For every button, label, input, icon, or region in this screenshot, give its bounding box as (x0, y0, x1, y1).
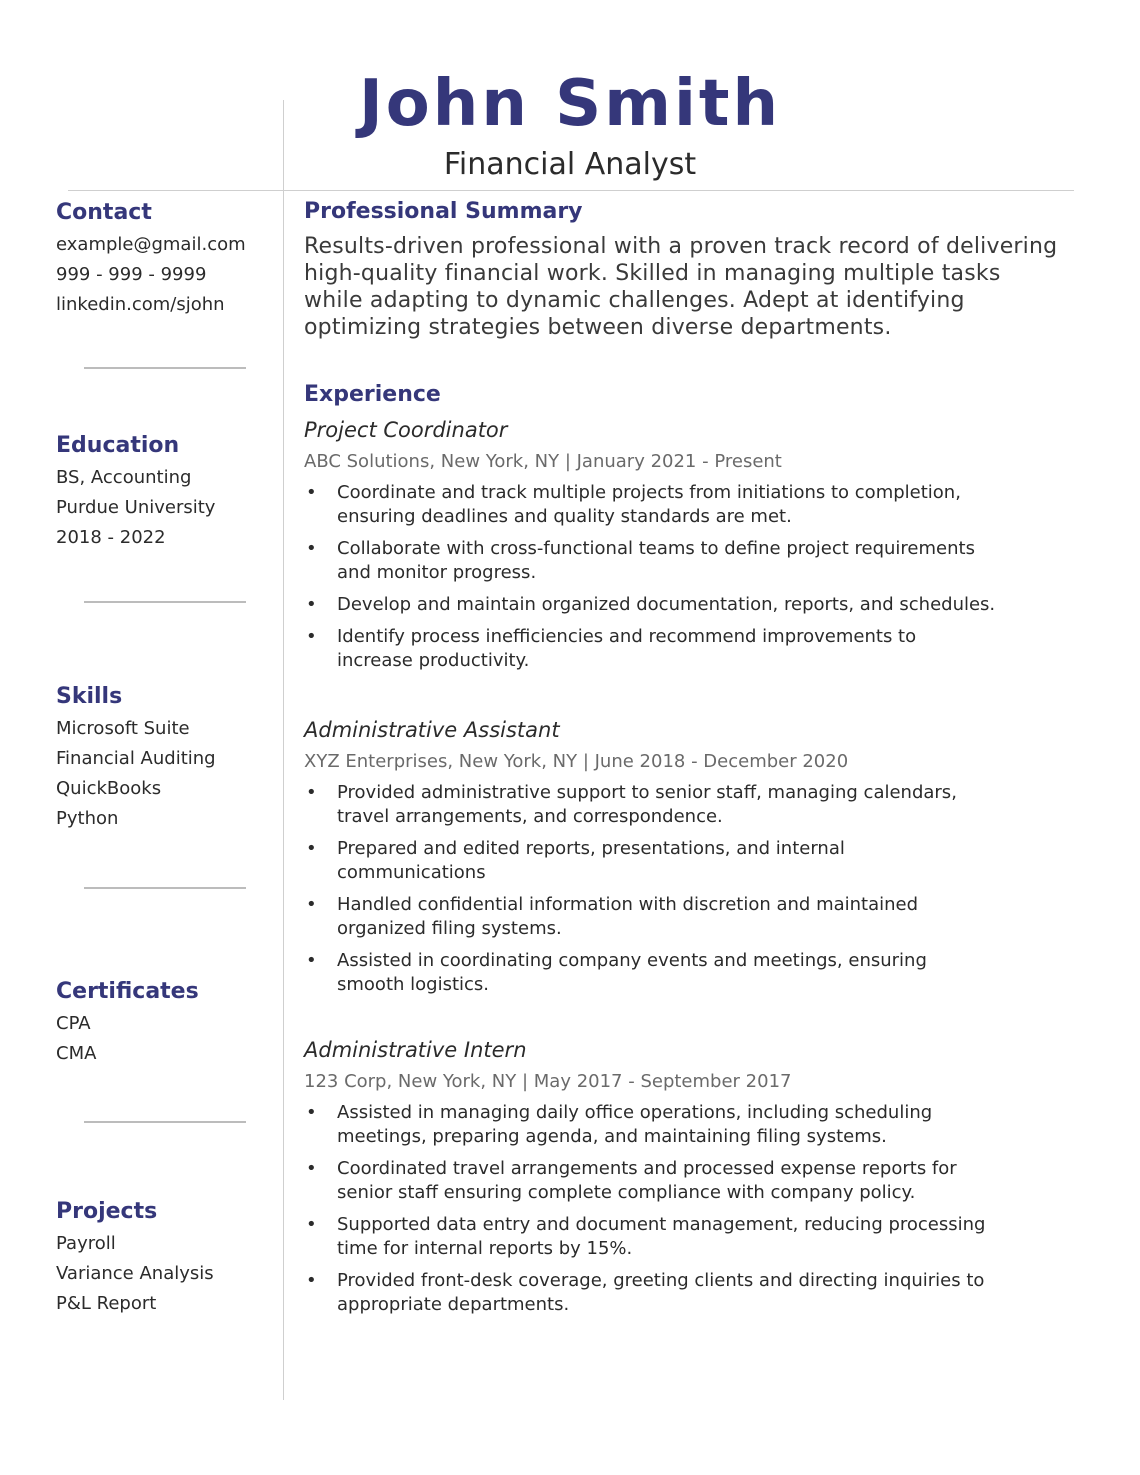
contact-heading: Contact (56, 200, 152, 225)
skill-item: Financial Auditing (56, 748, 216, 769)
job-title: Administrative Assistant (304, 718, 560, 742)
list-item: • Provided administrative support to senior staff, managing calendars, travel arrangements, and correspondence. (306, 782, 957, 827)
experience-heading: Experience (304, 382, 441, 407)
projects-heading: Projects (56, 1199, 158, 1224)
summary-line: high-quality financial work. Skilled in managing multiple tasks (304, 261, 1001, 286)
contact-email: example@gmail.com (56, 234, 246, 255)
summary-line: while adapting to dynamic challenges. Adept at identifying (304, 288, 965, 313)
sidebar-divider (84, 601, 246, 603)
certificate-item: CMA (56, 1043, 97, 1064)
sidebar-divider (84, 887, 246, 889)
education-school: Purdue University (56, 497, 216, 518)
skills-heading: Skills (56, 684, 123, 709)
job-entry (304, 715, 1094, 1005)
candidate-name: John Smith (358, 67, 782, 141)
job-entry (304, 415, 1094, 681)
summary-line: optimizing strategies between diverse departments. (304, 315, 892, 340)
contact-section (56, 198, 276, 320)
project-item: Variance Analysis (56, 1263, 214, 1284)
list-item: • Assisted in managing daily office operations, including scheduling meetings, preparing agenda, and maintaining filing systems. (306, 1102, 933, 1147)
candidate-title: Financial Analyst (443, 147, 697, 182)
skill-item: Microsoft Suite (56, 718, 190, 739)
list-item: • Handled confidential information with discretion and maintained organized filing systems. (306, 894, 919, 939)
summary-heading: Professional Summary (304, 199, 583, 224)
job-entry (304, 1035, 1094, 1325)
contact-linkedin: linkedin.com/sjohn (56, 294, 225, 315)
skills-section (56, 682, 276, 834)
education-heading: Education (56, 433, 180, 458)
education-years: 2018 - 2022 (56, 527, 166, 548)
list-item: • Coordinated travel arrangements and processed expense reports for senior staff ensuring complete compliance with company policy. (306, 1158, 957, 1203)
certificates-section (56, 977, 276, 1069)
job-title: Project Coordinator (304, 418, 508, 442)
list-item: • Prepared and edited reports, presentations, and internal communications (306, 838, 845, 883)
job-bullets (304, 781, 1094, 997)
summary-line: Results-driven professional with a proven track record of delivering (304, 234, 1058, 259)
sidebar-divider (84, 367, 246, 369)
project-item: P&L Report (56, 1293, 157, 1314)
list-item: • Supported data entry and document management, reducing processing time for internal reports by 15%. (306, 1214, 986, 1259)
job-meta: 123 Corp, New York, NY | May 2017 - September 2017 (304, 1071, 792, 1092)
project-item: Payroll (56, 1233, 116, 1254)
education-section (56, 431, 276, 553)
column-divider (283, 100, 284, 1400)
summary-text (304, 233, 1094, 341)
certificate-item: CPA (56, 1013, 91, 1034)
projects-section (56, 1197, 276, 1319)
job-bullets (304, 481, 1094, 673)
contact-phone: 999 - 999 - 9999 (56, 264, 207, 285)
job-meta: ABC Solutions, New York, NY | January 2021 - Present (304, 451, 782, 472)
summary-section (304, 197, 1094, 341)
job-meta: XYZ Enterprises, New York, NY | June 2018 - December 2020 (304, 751, 849, 772)
list-item: • Identify process inefficiencies and recommend improvements to increase productivity. (306, 626, 917, 671)
list-item: • Coordinate and track multiple projects from initiations to completion, ensuring deadlines and quality standards are met. (306, 482, 961, 527)
certificates-heading: Certificates (56, 979, 199, 1004)
header-divider (68, 190, 1074, 191)
list-item: • Collaborate with cross-functional teams to define project requirements and monitor progress. (306, 538, 975, 583)
list-item: • Develop and maintain organized documentation, reports, and schedules. (306, 594, 996, 615)
sidebar-divider (84, 1121, 246, 1123)
list-item: • Provided front-desk coverage, greeting clients and directing inquiries to appropriate departments. (306, 1270, 985, 1315)
job-bullets (304, 1101, 1094, 1317)
experience-section (304, 380, 1094, 410)
education-degree: BS, Accounting (56, 467, 192, 488)
skill-item: QuickBooks (56, 778, 162, 799)
job-title: Administrative Intern (304, 1038, 527, 1062)
skill-item: Python (56, 808, 119, 829)
list-item: • Assisted in coordinating company events and meetings, ensuring smooth logistics. (306, 950, 927, 995)
